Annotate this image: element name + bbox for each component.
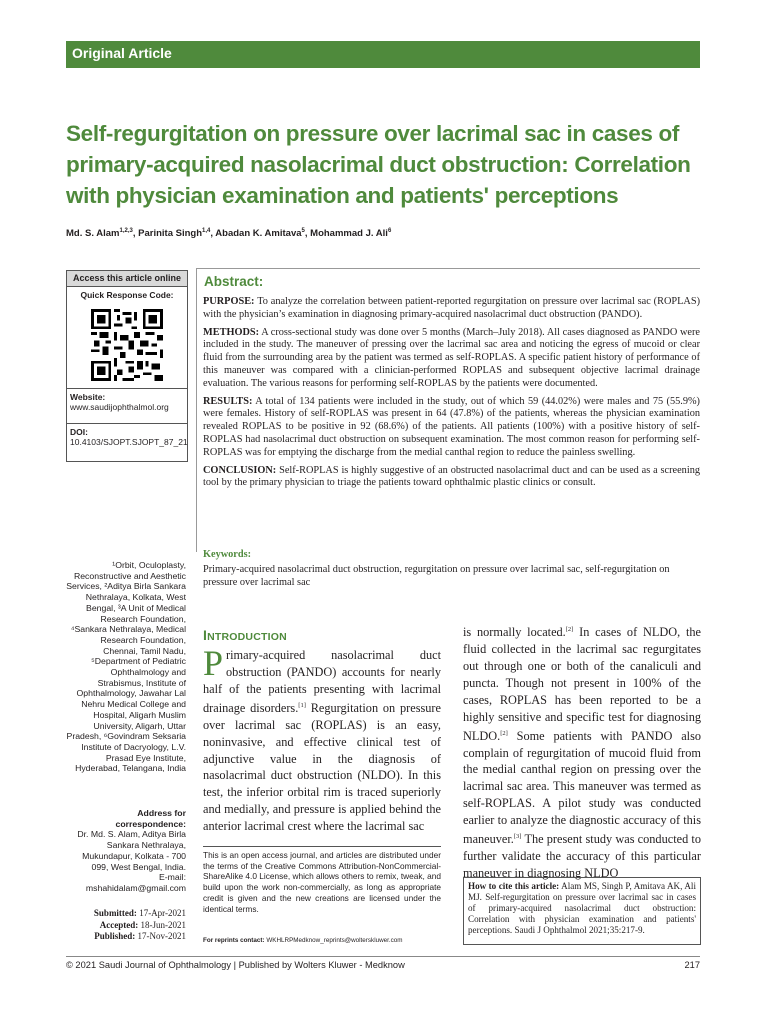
page-number: 217 <box>684 960 700 970</box>
keywords-list: Primary-acquired nasolacrimal duct obstruction, regurgitation on pressure over lacrimal sac, self-regurgitation on pressure over lacrimal sac <box>203 564 670 588</box>
correspondence-address: Dr. Md. S. Alam, Aditya Birla Sankara Nethralaya, Mukundapur, Kolkata - 700 099, West Bengal, India. <box>77 829 186 872</box>
abstract-purpose: PURPOSE: To analyze the correlation between patient-reported regurgitation on pressure over lacrimal sac (ROPLAS) with the physician’s examination in diagnosing primary-acquired nasolacrimal duct obstruction (PANDO). <box>203 296 701 320</box>
author-2: Parinita Singh <box>138 228 203 240</box>
abstract-results: RESULTS: A total of 134 patients were included in the study, out of which 59 (44.02%) were males and 75 (55.9%) were females. History of self-ROPLAS was present in 64 (47.8%) of the patients, whereas the physician examination revealed ROPLAS to be positive in 92 (68.6%) of the patients. All patients (100%) with a positive history of self-ROPLAS had nasolacrimal duct obstruction on subsequent examination. The most common reason for performing self-ROPLAS was for emptying the discharge from the medial canthal region to reduce the painless swelling. <box>203 395 700 458</box>
footer-journal: © 2021 Saudi Journal of Ophthalmology | Published by Wolters Kluwer - Medknow <box>66 960 405 970</box>
article-title: Self-regurgitation on pressure over lacrimal sac in cases of primary-acquired nasolacrimal duct obstruction: Correlation with physician examination and patients' perceptions <box>66 121 691 208</box>
doi-value[interactable]: 10.4103/SJOPT.SJOPT_87_21 <box>70 437 188 447</box>
abstract-heading: Abstract: <box>204 274 264 289</box>
author-3: Abadan K. Amitava <box>215 228 302 240</box>
footer-divider <box>66 956 700 957</box>
qr-code-icon[interactable] <box>91 309 163 381</box>
qr-label: Quick Response Code: <box>80 290 174 300</box>
access-heading: Access this article online <box>67 271 187 287</box>
abstract-conclusion: CONCLUSION: Self-ROPLAS is highly suggestive of an obstructed nasolacrimal duct and can be used as a screening tool by the primary physician to triage the patients toward ophthalmic plastic clinics or consult. <box>203 464 700 489</box>
reprints-contact: For reprints contact: WKHLRPMedknow_reprints@wolterskluwer.com <box>203 937 403 944</box>
citation-text: Alam MS, Singh P, Amitava AK, Ali MJ. Self-regurgitation on pressure over lacrimal sac in cases of primary-acquired nasolacrimal duct obstruction: Correlation with physician examination and patients' perceptions. Saudi J Ophthalmol 2021;35:217-9. <box>468 881 696 935</box>
reference-link[interactable]: [2] <box>565 626 574 633</box>
open-access-note: This is an open access journal, and articles are distributed under the terms of the Creative Commons Attribution-NonCommercial-ShareAlike 4.0 License, which allows others to remix, tweak, and build upon the work non-commercially, as long as appropriate credit is given and the new creations are licensed under the identical terms. <box>203 846 441 914</box>
introduction-column-1: Primary-acquired nasolacrimal duct obstruction (PANDO) accounts for nearly half of the patients presenting with lacrimal drainage disorders.[1] Regurgitation on pressure over lacrimal sac (ROPLAS) is an easy, noninvasive, and effective clinical test of adjunctive value in the diagnosis of nasolacrimal duct obstruction (NLDO). In this test, the inferior orbital rim is traced superiorly and medially, and pressure is applied behind the anterior lacrimal crest where the lacrimal sac <box>203 643 441 834</box>
affiliations: ¹Orbit, Oculoplasty, Reconstructive and Aesthetic Services, ²Aditya Birla Sankara Nethralaya, Kolkata, West Bengal, ³A Unit of Medical Research Foundation, ⁴Sankara Nethralaya, Medical Research Foundation, Chennai, Tamil Nadu, ⁵Department of Pediatric Ophthalmology and Strabismus, Institute of Ophthalmology, Jawahar Lal Nehru Medical College and Hospital, Aligarh Muslim University, Aligarh, Uttar Pradesh, ⁶Govindram Seksaria Institute of Dacryology, L.V. Prasad Eye Institute, Hyderabad, Telangana, India <box>66 560 186 774</box>
access-online-box <box>66 270 188 462</box>
website-block <box>67 388 187 423</box>
drop-cap: P <box>203 643 224 683</box>
abstract-methods: METHODS: A cross-sectional study was done over 5 months (March–July 2018). All cases diagnosed as PANDO were included in the study. The maneuver of pressing over the lacrimal sac area and noticing the egress of mucoid or clear fluid from the surrounding area by the patient was termed as self-ROPLAS. A specific patient history of performance of this maneuver was compared with a clinician-performed ROPLAS and subsequent objective lacrimal drainage evaluation. The various reasons for performing self-ROPLAS by the patients were documented. <box>203 326 700 389</box>
author-4: Mohammad J. Ali <box>310 228 388 240</box>
introduction-column-2: is normally located.[2] In cases of NLDO, the fluid collected in the lacrimal sac regurgitates out through one or both of the canaliculi and puncta. Though not present in 100% of the cases, ROPLAS has been reported to be a highly sensitive and specific test for diagnosing NLDO.[2] Some patients with PANDO also complain of regurgitation of mucoid fluid from the medial canthal region on pressing over the lacrimal sac area. This maneuver was termed as self-ROPLAS. A pilot study was conducted earlier to analyze the diagnostic accuracy of this maneuver.[3] The present study was conducted to further validate the accuracy of this particular maneuver in diagnosing NLDO <box>463 625 701 880</box>
website-label: Website: <box>70 392 106 402</box>
section-label: Original Article <box>72 45 172 61</box>
section-banner <box>66 41 700 68</box>
page-footer <box>66 960 700 970</box>
author-list: Md. S. Alam$^{1,2,3}$, Parinita Singh$^{1,4}$, Abadan K. Amitava$^5$, Mohammad J. Ali$^6$ <box>66 228 392 240</box>
correspondence <box>66 808 186 894</box>
reference-link[interactable]: [1] <box>298 701 306 709</box>
website-link[interactable]: www.saudijophthalmol.org <box>70 402 169 412</box>
published-date: 17-Nov-2021 <box>137 931 186 941</box>
author-1: Md. S. Alam <box>66 228 120 240</box>
doi-label: DOI: <box>70 427 88 437</box>
introduction-heading: INTRODUCTION <box>203 627 287 643</box>
citation-box: How to cite this article: Alam MS, Singh P, Amitava AK, Ali MJ. Self-regurgitation on pressure over lacrimal sac in cases of primary-acquired nasolacrimal duct obstruction: Correlation with physician examination and patients' perceptions. Saudi J Ophthalmol 2021;35:217-9. <box>463 877 701 945</box>
submitted-date: 17-Apr-2021 <box>139 908 186 918</box>
abstract-body <box>203 296 700 495</box>
article-dates: Submitted: 17-Apr-2021 Accepted: 18-Jun-2021 Published: 17-Nov-2021 <box>93 908 186 941</box>
correspondence-email[interactable]: E-mail: mshahidalam@gmail.com <box>85 872 186 893</box>
doi-block <box>67 423 187 451</box>
reference-link[interactable]: [3] <box>513 833 522 841</box>
correspondence-label: Address for correspondence: <box>115 808 186 829</box>
reprints-email[interactable]: WKHLRPMedknow_reprints@wolterskluwer.com <box>266 937 403 944</box>
keywords-label: Keywords: <box>203 549 252 560</box>
accepted-date: 18-Jun-2021 <box>140 919 186 930</box>
reference-link[interactable]: [2] <box>500 729 508 737</box>
